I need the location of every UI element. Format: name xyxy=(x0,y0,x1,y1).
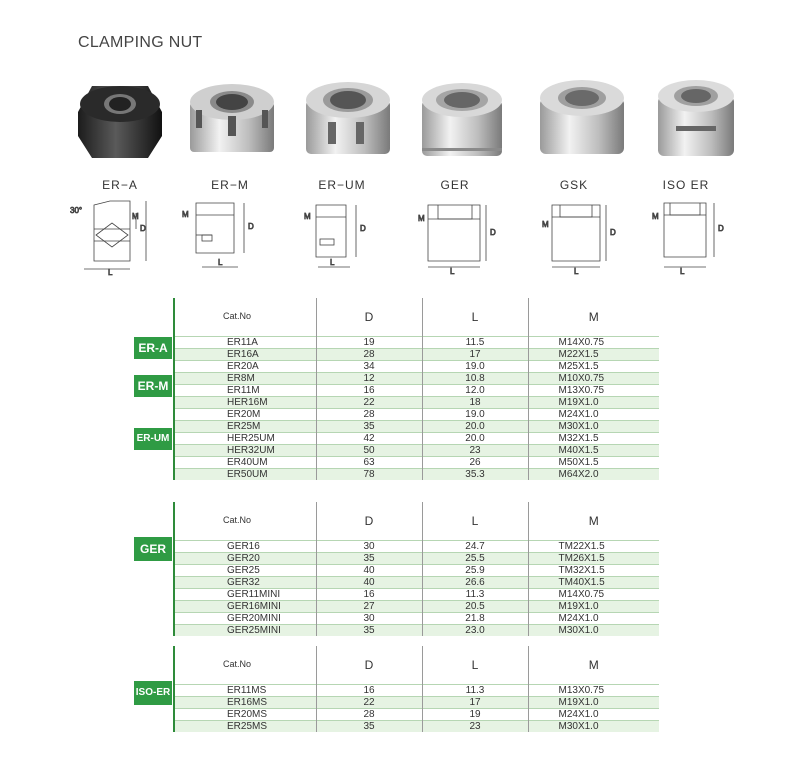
d-cell: 12 xyxy=(316,373,422,385)
er-um-drawing xyxy=(296,195,406,277)
l-cell: 19.0 xyxy=(422,409,528,421)
m-dim: M xyxy=(304,212,311,221)
m-cell: M14X0.75 xyxy=(528,589,659,601)
l-cell: 25.5 xyxy=(422,553,528,565)
d-cell: 42 xyxy=(316,433,422,445)
l-cell: 17 xyxy=(422,697,528,709)
table-row xyxy=(134,385,659,397)
ger-nut-image xyxy=(412,72,512,164)
er-a-nut-image xyxy=(70,72,170,164)
m-header: M xyxy=(528,646,659,685)
d-cell: 35 xyxy=(316,421,422,433)
table-row xyxy=(134,697,659,709)
er-um-nut-image xyxy=(298,72,398,164)
m-cell: M30X1.0 xyxy=(528,625,659,637)
l-cell: 20.5 xyxy=(422,601,528,613)
table-row xyxy=(134,601,659,613)
m-dim: M xyxy=(182,210,189,219)
m-cell: M19X1.0 xyxy=(528,601,659,613)
cat-no-cell: GER25MINI xyxy=(174,625,316,637)
cat-no-cell: GER11MINI xyxy=(174,589,316,601)
gsk-nut-image xyxy=(532,72,632,164)
m-cell: M30X1.0 xyxy=(528,721,659,733)
cat-no-cell: HER32UM xyxy=(174,445,316,457)
l-cell: 24.7 xyxy=(422,541,528,553)
d-cell: 22 xyxy=(316,397,422,409)
d-cell: 78 xyxy=(316,469,422,481)
l-header: L xyxy=(422,502,528,541)
l-cell: 11.3 xyxy=(422,589,528,601)
l-cell: 26 xyxy=(422,457,528,469)
m-dim: M xyxy=(132,212,139,221)
l-cell: 20.0 xyxy=(422,421,528,433)
d-cell: 28 xyxy=(316,349,422,361)
l-cell: 23.0 xyxy=(422,625,528,637)
m-cell: TM32X1.5 xyxy=(528,565,659,577)
d-header: D xyxy=(316,646,422,685)
m-dim: M xyxy=(542,220,549,229)
l-dim: L xyxy=(574,267,579,276)
d-cell: 22 xyxy=(316,697,422,709)
l-cell: 11.3 xyxy=(422,685,528,697)
cat-no-cell: GER16MINI xyxy=(174,601,316,613)
table-row xyxy=(134,589,659,601)
l-dim: L xyxy=(218,258,223,267)
d-header: D xyxy=(316,502,422,541)
table-row xyxy=(134,409,659,421)
l-cell: 19.0 xyxy=(422,361,528,373)
m-cell: M32X1.5 xyxy=(528,433,659,445)
d-cell: 34 xyxy=(316,361,422,373)
m-cell: TM40X1.5 xyxy=(528,577,659,589)
l-cell: 26.6 xyxy=(422,577,528,589)
table-row xyxy=(134,337,659,349)
d-dim: D xyxy=(490,228,496,237)
cat-no-cell: ER11A xyxy=(174,337,316,349)
er-a-drawing xyxy=(70,195,180,277)
l-cell: 35.3 xyxy=(422,469,528,481)
ger-table xyxy=(134,502,659,636)
l-cell: 20.0 xyxy=(422,433,528,445)
cat-no-cell: ER20A xyxy=(174,361,316,373)
cat-no-cell: GER16 xyxy=(174,541,316,553)
cat-no-cell: HER25UM xyxy=(174,433,316,445)
d-cell: 28 xyxy=(316,409,422,421)
m-dim: M xyxy=(418,214,425,223)
table-row xyxy=(134,361,659,373)
catno-header: Cat.No xyxy=(174,298,316,337)
l-cell: 21.8 xyxy=(422,613,528,625)
cat-no-cell: HER16M xyxy=(174,397,316,409)
cat-no-cell: GER20MINI xyxy=(174,613,316,625)
er-um-tag: ER-UM xyxy=(134,428,172,450)
table-row xyxy=(134,709,659,721)
table-row xyxy=(134,433,659,445)
d-dim: D xyxy=(248,222,254,231)
table-row xyxy=(134,577,659,589)
m-cell: M24X1.0 xyxy=(528,409,659,421)
table-row xyxy=(134,721,659,733)
m-cell: M13X0.75 xyxy=(528,685,659,697)
table-row xyxy=(134,373,659,385)
d-cell: 30 xyxy=(316,613,422,625)
m-cell: M40X1.5 xyxy=(528,445,659,457)
cat-no-cell: ER25M xyxy=(174,421,316,433)
table-row xyxy=(134,457,659,469)
m-cell: M64X2.0 xyxy=(528,469,659,481)
d-cell: 50 xyxy=(316,445,422,457)
m-header: M xyxy=(528,502,659,541)
m-cell: TM22X1.5 xyxy=(528,541,659,553)
cat-no-cell: ER20M xyxy=(174,409,316,421)
m-cell: M10X0.75 xyxy=(528,373,659,385)
d-cell: 30 xyxy=(316,541,422,553)
cat-no-cell: ER16A xyxy=(174,349,316,361)
gsk-drawing xyxy=(530,195,640,277)
l-header: L xyxy=(422,646,528,685)
table-row xyxy=(134,421,659,433)
er-a-label: ER−A xyxy=(102,178,138,192)
m-cell: TM26X1.5 xyxy=(528,553,659,565)
l-cell: 25.9 xyxy=(422,565,528,577)
er-a-tag: ER-A xyxy=(134,337,172,359)
cat-no-cell: ER25MS xyxy=(174,721,316,733)
cat-no-cell: ER11MS xyxy=(174,685,316,697)
d-cell: 28 xyxy=(316,709,422,721)
l-dim: L xyxy=(450,267,455,276)
d-cell: 40 xyxy=(316,577,422,589)
ger-tag: GER xyxy=(134,537,172,561)
m-cell: M24X1.0 xyxy=(528,709,659,721)
m-cell: M13X0.75 xyxy=(528,385,659,397)
m-cell: M50X1.5 xyxy=(528,457,659,469)
iso-er-label: ISO ER xyxy=(662,178,710,192)
ger-drawing xyxy=(410,195,520,277)
table-row xyxy=(134,349,659,361)
l-dim: L xyxy=(680,267,685,276)
table-row xyxy=(134,565,659,577)
l-dim: L xyxy=(330,258,335,267)
cat-no-cell: GER32 xyxy=(174,577,316,589)
er-um-label: ER−UM xyxy=(318,178,366,192)
er-m-label: ER−M xyxy=(211,178,249,192)
d-cell: 16 xyxy=(316,685,422,697)
d-dim: D xyxy=(360,224,366,233)
iso-er-drawing xyxy=(644,195,754,277)
table-row xyxy=(134,553,659,565)
er-m-drawing xyxy=(182,195,292,277)
table-row xyxy=(134,397,659,409)
cat-no-cell: ER16MS xyxy=(174,697,316,709)
d-cell: 35 xyxy=(316,721,422,733)
cat-no-cell: ER40UM xyxy=(174,457,316,469)
cat-no-cell: GER20 xyxy=(174,553,316,565)
l-cell: 23 xyxy=(422,445,528,457)
iso-er-nut-image xyxy=(646,72,746,164)
table-row xyxy=(134,685,659,697)
d-dim: D xyxy=(140,224,146,233)
table-row xyxy=(134,469,659,481)
d-header: D xyxy=(316,298,422,337)
page-title: CLAMPING NUT xyxy=(78,34,203,51)
cat-no-cell: ER50UM xyxy=(174,469,316,481)
d-dim: D xyxy=(610,228,616,237)
er-m-nut-image xyxy=(182,72,282,164)
m-cell: M14X0.75 xyxy=(528,337,659,349)
iso-er-table xyxy=(134,646,659,732)
gsk-label: GSK xyxy=(559,178,589,192)
l-cell: 17 xyxy=(422,349,528,361)
d-cell: 19 xyxy=(316,337,422,349)
d-dim: D xyxy=(718,224,724,233)
l-cell: 10.8 xyxy=(422,373,528,385)
table-row xyxy=(134,541,659,553)
table-row xyxy=(134,625,659,637)
m-dim: M xyxy=(652,212,659,221)
l-dim: L xyxy=(108,268,113,277)
m-cell: M30X1.0 xyxy=(528,421,659,433)
er-m-tag: ER-M xyxy=(134,375,172,397)
catno-header: Cat.No xyxy=(174,502,316,541)
m-cell: M19X1.0 xyxy=(528,697,659,709)
m-cell: M24X1.0 xyxy=(528,613,659,625)
d-cell: 40 xyxy=(316,565,422,577)
angle-label: 30° xyxy=(70,206,83,215)
l-cell: 23 xyxy=(422,721,528,733)
iso-er-tag: ISO-ER xyxy=(134,681,172,705)
cat-no-cell: ER8M xyxy=(174,373,316,385)
m-cell: M22X1.5 xyxy=(528,349,659,361)
m-header: M xyxy=(528,298,659,337)
d-cell: 16 xyxy=(316,385,422,397)
d-cell: 35 xyxy=(316,553,422,565)
d-cell: 16 xyxy=(316,589,422,601)
cat-no-cell: GER25 xyxy=(174,565,316,577)
l-header: L xyxy=(422,298,528,337)
cat-no-cell: ER11M xyxy=(174,385,316,397)
m-cell: M25X1.5 xyxy=(528,361,659,373)
er-table xyxy=(134,298,659,480)
table-row xyxy=(134,613,659,625)
cat-no-cell: ER20MS xyxy=(174,709,316,721)
l-cell: 18 xyxy=(422,397,528,409)
catno-header: Cat.No xyxy=(174,646,316,685)
d-cell: 63 xyxy=(316,457,422,469)
l-cell: 11.5 xyxy=(422,337,528,349)
l-cell: 19 xyxy=(422,709,528,721)
table-row xyxy=(134,445,659,457)
l-cell: 12.0 xyxy=(422,385,528,397)
m-cell: M19X1.0 xyxy=(528,397,659,409)
ger-label: GER xyxy=(440,178,470,192)
d-cell: 35 xyxy=(316,625,422,637)
d-cell: 27 xyxy=(316,601,422,613)
